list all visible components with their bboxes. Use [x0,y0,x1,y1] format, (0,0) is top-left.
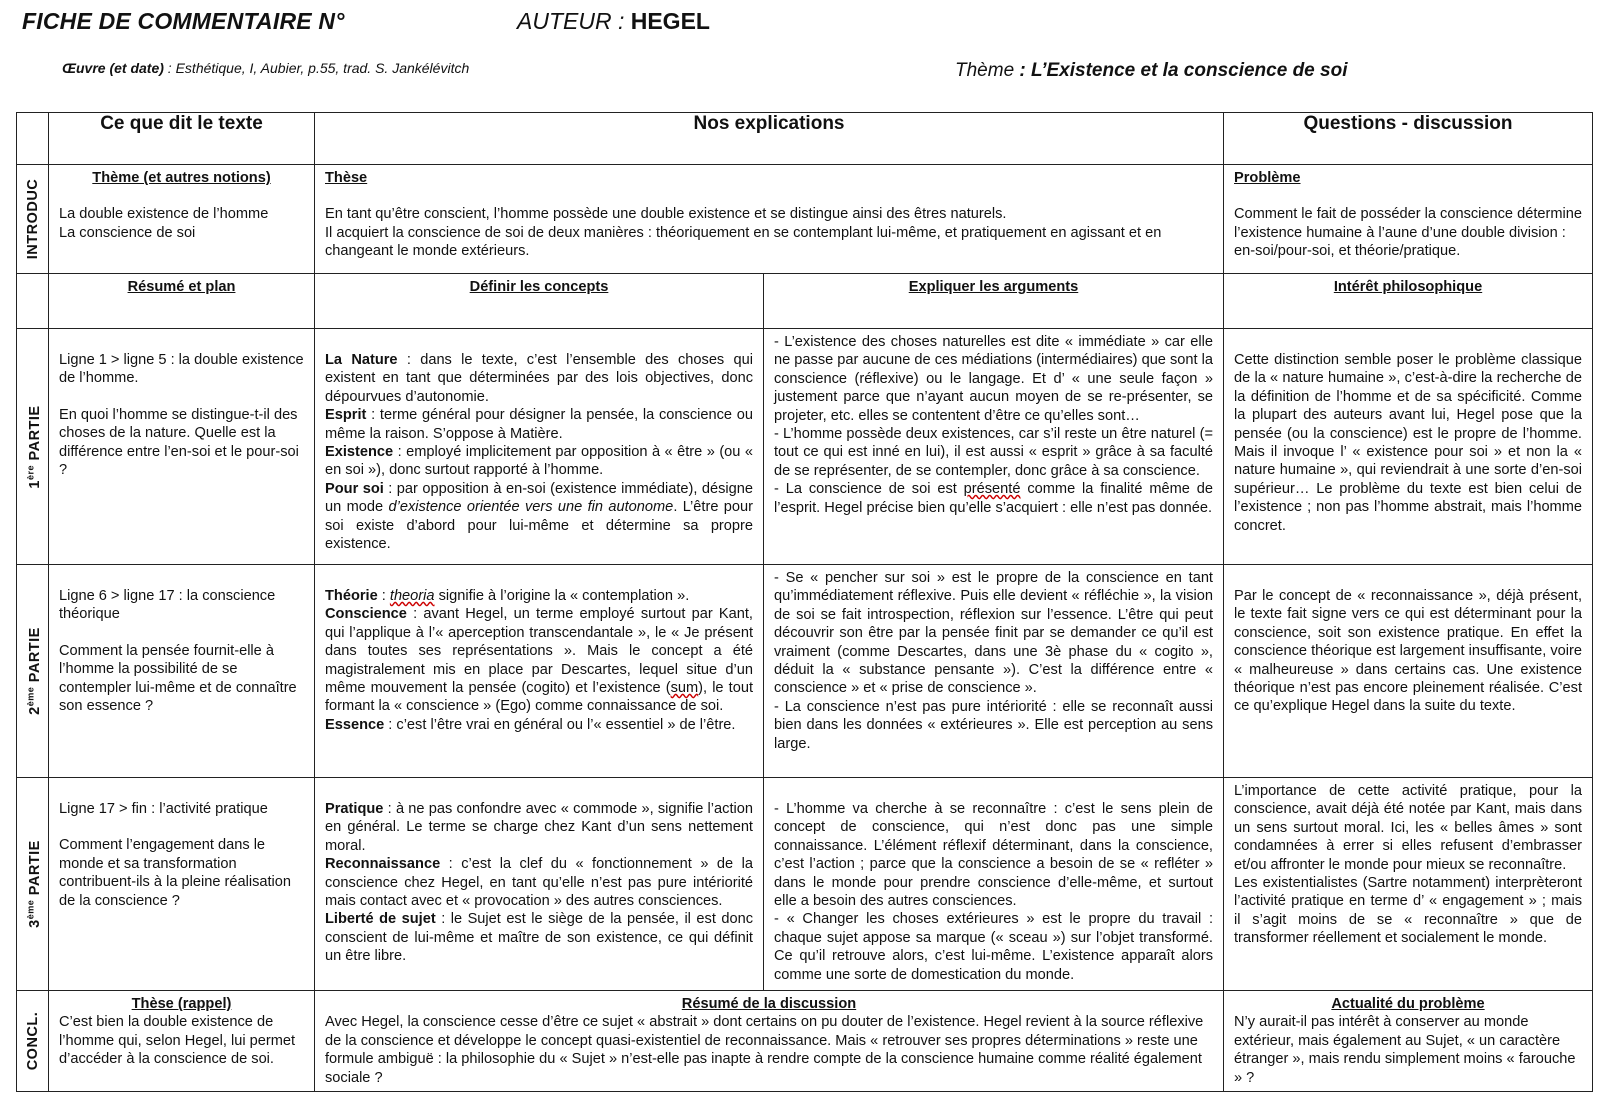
p2-label: 2ème PARTIE [24,627,43,715]
concl-these-text: C’est bien la double existence de l’homme qui, selon Hegel, lui permet d’accéder à la conscience de soi. [59,1014,296,1068]
side-label-p2 [17,565,49,778]
concept-essence-term: Essence [325,716,385,733]
concl-these-cell [49,991,315,1092]
concl-actu-cell [1224,991,1593,1092]
concept-esprit-def: : terme général pour désigner la pensée, la conscience ou même la raison. S’oppose à Matière. [325,407,753,442]
concept-pratique-term: Pratique [325,801,384,817]
side-empty [17,113,49,165]
side-label-p1 [17,329,49,565]
oeuvre-line [62,60,469,76]
intro-label: INTRODUC [24,178,41,260]
author-label: AUTEUR : [517,8,631,34]
intro-these-1: En tant qu’être conscient, l’homme possède une double existence et se distingue ainsi des êtres naturels. [325,206,1007,223]
column-header-row [17,113,1593,165]
concl-actu-heading: Actualité du problème [1331,996,1485,1012]
p3-concepts-cell [315,778,764,991]
concept-esprit-term: Esprit [325,407,367,424]
p3-interet-1: L’importance de cette activité pratique, pour la conscience, avait déjà été notée par Kant, mais dans un sens surtout moral. Ici, les « belles âmes » sont condamnées à errer si elles refusent d’embrasser et/ou affronter le monde pour mieux se reconnaître. [1234,783,1582,873]
concept-existence-def: : employé implicitement par opposition à « être » (ou « en soi »), donc surtout rapporté à l’homme. [325,444,753,479]
column-header-texte: Ce que dit le texte [49,113,315,165]
p2-texte-cell [49,565,315,778]
concept-liberte-term: Liberté de sujet [325,911,436,928]
p1-arguments-cell [764,329,1224,565]
concept-nature-term: La Nature [325,352,398,368]
commentary-table [16,112,1593,1092]
concept-theorie-term: Théorie [325,588,378,604]
p1-texte-2: En quoi l’homme se distingue-t-il des choses de la nature. Quelle est la différence entre l’en-soi et le pour-soi ? [59,406,299,479]
intro-probleme-text: Comment le fait de posséder la conscience détermine l’existence humaine à l’aune d’une double division : en-soi/pour-soi, et théorie/pratique. [1234,206,1582,260]
concl-label: CONCL. [24,1011,41,1071]
p2-texte-2: Comment la pensée fournit-elle à l’homme la possibilité de se contempler lui-même et de connaître son essence ? [59,642,297,715]
concept-existence-term: Existence [325,444,394,461]
partie-1-row [17,329,1593,565]
theme-line [955,60,1347,82]
intro-row [17,165,1593,274]
concept-liberte-def: : le Sujet est le siège de la pensée, il est donc conscient de lui-même et maître de son existence, ce qui définit un être libre. [325,911,754,965]
subhead-interet: Intérêt philosophique [1224,274,1593,329]
partie-3-row [17,778,1593,991]
p1-texte-1: Ligne 1 > ligne 5 : la double existence de l’homme. [59,352,304,387]
p3-texte-cell [49,778,315,991]
p3-label: 3ème PARTIE [24,840,43,928]
p3-interet-2: Les existentialistes (Sartre notamment) interprèteront l’activité pratique en terme d’ « engagement » ; mais il s’agit moins de se « reconnaître » que de transformer réellement et socialement le monde. [1234,875,1582,947]
concept-conscience-term: Conscience [325,606,407,623]
column-header-explications: Nos explications [315,113,1224,165]
intro-these-heading: Thèse [325,170,368,186]
p2-arguments-cell [764,565,1224,778]
concl-these-heading: Thèse (rappel) [131,996,232,1012]
theme-value: : L’Existence et la conscience de soi [1019,60,1348,81]
subheader-row [17,274,1593,329]
conclusion-row [17,991,1593,1092]
p3-texte-1: Ligne 17 > fin : l’activité pratique [59,801,268,817]
concept-nature-def: : dans le texte, c’est l’ensemble des choses qui existent en tant que déterminées par des lois objectives, donc dépourvues d’autonomie. [325,352,753,405]
p2-texte-1: Ligne 6 > ligne 17 : la conscience théorique [59,588,276,623]
concept-pratique-def: : à ne pas confondre avec « commode », signifie l’action en général. Le terme se charge chez Kant d’un sens nettement moral. [325,801,753,854]
p2-interet-text: Par le concept de « reconnaissance », déjà présent, le texte fait signe vers ce qui est déterminant pour la conscience, soit son existence pratique. En effet la conscience théorique est largement insuffisante, voire « malheureuse » dans certains cas. Une existence théorique n’est pas encore pleinement réalisée. C’est ce qu’explique Hegel dans la suite du texte. [1234,588,1582,715]
concept-poursoi-term: Pour soi [325,480,384,497]
side-label-intro [17,165,49,274]
column-header-questions: Questions - discussion [1224,113,1593,165]
p1-interet-text: Cette distinction semble poser le problème classique de la « nature humaine », c’est-à-dire la recherche de la définition de l’homme et de sa spécificité. Comme la plupart des auteurs avant lui, Hegel pose que la pensée (ou la conscience) est le propre de l’homme. Mais il invoque l’ « existence pour soi » et non la « nature humaine », qui reviendrait à une sorte d’en-soi supérieur… Le problème du texte est bien celui de l’existence ; non pas l’homme abstrait, mais l’homme concret. [1234,352,1582,534]
intro-theme-heading: Thème (et autres notions) [92,170,271,186]
intro-probleme-cell [1224,165,1593,274]
page-title: FICHE DE COMMENTAIRE N° [22,8,345,34]
concept-reco-def: : c’est la clef du « fonctionnement » de la conscience chez Hegel, en tant qu’elle n’est pas pure intériorité mais contact avec et « provocation » des autres consciences. [325,856,753,910]
subhead-expliquer: Expliquer les arguments [764,274,1224,329]
oeuvre-value: : Esthétique, I, Aubier, p.55, trad. S. Jankélévitch [163,60,470,76]
intro-these-2: Il acquiert la conscience de soi de deux manières : théoriquement en se contemplant lui-même, et pratiquement en agissant et en changeant le monde extérieurs. [325,224,1162,260]
p2-arg-2: - La conscience n’est pas pure intériorité : elle se reconnaît aussi bien dans les données « extérieures ». Elle est perception au sens large. [774,698,1213,752]
concl-resume-cell [315,991,1224,1092]
p1-texte-cell [49,329,315,565]
partie-2-row [17,565,1593,778]
author-line [517,8,710,35]
concept-theoria: theoria [389,588,435,604]
p3-interet-cell [1224,778,1593,991]
p1-arg-3: - La conscience de soi est présenté comme la finalité même de l’esprit. Hegel précise bien qu’elle s’acquiert : elle n’est pas donnée. [774,481,1213,516]
p1-label: 1ère PARTIE [24,404,43,489]
concl-actu-text: N’y aurait-il pas intérêt à conserver au monde extérieur, mais également au Sujet, « un caractère étranger », mais rendu simplement moins « farouche » ? [1234,1014,1576,1086]
theme-label: Thème [955,60,1020,81]
subhead-definir: Définir les concepts [315,274,764,329]
side-label-concl [17,991,49,1092]
subhead-resume: Résumé et plan [49,274,315,329]
concept-poursoi-italic: d’existence orientée vers une fin autonome [388,499,674,516]
p1-interet-cell [1224,329,1593,565]
p3-texte-2: Comment l’engagement dans le monde et sa transformation contribuent-ils à la pleine réalisation de la conscience ? [59,837,292,909]
p3-arg-1: - L’homme va cherche à se reconnaître : c’est le sens plein de concept de conscience, qui n’est donc pas une simple connaissance. L’élément réflexif déterminant, dans la conscience, c’est l’action ; parce que la conscience a besoin de se « refléter » dans le monde pour prendre conscience d’elle-même, et surtout elle a besoin des autres consciences. [774,801,1213,910]
concept-reco-term: Reconnaissance [325,856,441,873]
intro-theme-cell [49,165,315,274]
concept-essence-def: : c’est l’être vrai en général ou l’« essentiel » de l’être. [384,716,736,733]
p1-arg-1: - L’existence des choses naturelles est dite « immédiate » car elle ne passe par aucune de ces médiations (intermédiaires) que sont la conscience (réflexive) ou le langage. Et d’ « une seule façon » justement parce que n’ayant aucun moyen de se re-présenter, se projeter, etc. elles se contentent d’être ce qu’elles sont… [774,334,1213,424]
p2-concepts-cell: Théorie : theoria signifie à l’origine la « contemplation ». Conscience : avant Hegel, un terme employé surtout par Kant, qui l’applique à l’« aperception transcendantale », le « Je présent dans toutes ses représentations ». Mais le concept a été magistralement mis en place par Descartes, lequel situe d’un même mouvement la pensée (cogito) et l’existence (sum), le tout formant la « conscience » (Ego) comme connaissance de soi. Essence : c’est l’être vrai en général ou l’« essentiel » de l’être. [315,565,764,778]
author-name: HEGEL [630,8,710,34]
p2-interet-cell [1224,565,1593,778]
p2-arg-1: - Se « pencher sur soi » est le propre de la conscience en tant qu’immédiatement réflexive. Puis elle devient « réfléchie », la vision de soi se fait introspection, réflexion sur l’essence. L’être qui peut découvrir son être par la pensée finit par se demander ce qu’il est vraiment (comme Descartes, dans une 3è phase du « cogito », déduit la « substance pensante »). C’est la différence entre « conscience » et « prise de conscience ». [774,570,1213,697]
p3-arg-2: - « Changer les choses extérieures » est le propre du travail : chaque sujet appose sa marque (« sceau ») sur l’objet transformé. Ce qu’il retrouve alors, c’est lui-même. L’existence apparaît alors comme une sorte de domestication du monde. [774,911,1213,983]
side-label-p3 [17,778,49,991]
intro-these-cell [315,165,1224,274]
p3-arguments-cell [764,778,1224,991]
intro-theme-2: La conscience de soi [59,224,196,241]
oeuvre-label: Œuvre (et date) [62,60,164,76]
intro-theme-1: La double existence de l’homme [59,206,269,223]
concl-resume-heading: Résumé de la discussion [681,996,857,1012]
concl-resume-text: Avec Hegel, la conscience cesse d’être ce sujet « abstrait » dont certains on pu douter de l’existence. Hegel revient à la source réflexive de la conscience et développe le concept quasi-existentiel de reconnaissance. Mais « retrouver ses propres déterminations » reste une formule ambiguë : la philosophie du « Sujet » n’est-elle pas inapte à rendre compte de la conscience humaine comme réalité également sociale ? [325,1014,1204,1086]
p1-arg-2: - L’homme possède deux existences, car s’il reste un être naturel (= tout ce qui est inné en lui), il est aussi « esprit » grâce à sa faculté de se représenter, de se contempler, donc grâce à sa conscience. [774,426,1213,479]
side-empty-2 [17,274,49,329]
intro-probleme-heading: Problème [1234,170,1301,186]
p1-concepts-cell: La Nature : dans le texte, c’est l’ensemble des choses qui existent en tant que déterminées par des lois objectives, donc dépourvues d’autonomie. Esprit : terme général pour désigner la pensée, la conscience ou même la raison. S’oppose à Matière. Existence : employé implicitement par opposition à « être » (ou « en soi »), donc surtout rapporté à l’homme. Pour soi : par opposition à en-soi (existence immédiate), désigne un mode d’existence orientée vers une fin autonome. L’être pour soi existe d’abord pour lui-même et détermine sa propre existence. [315,329,764,565]
